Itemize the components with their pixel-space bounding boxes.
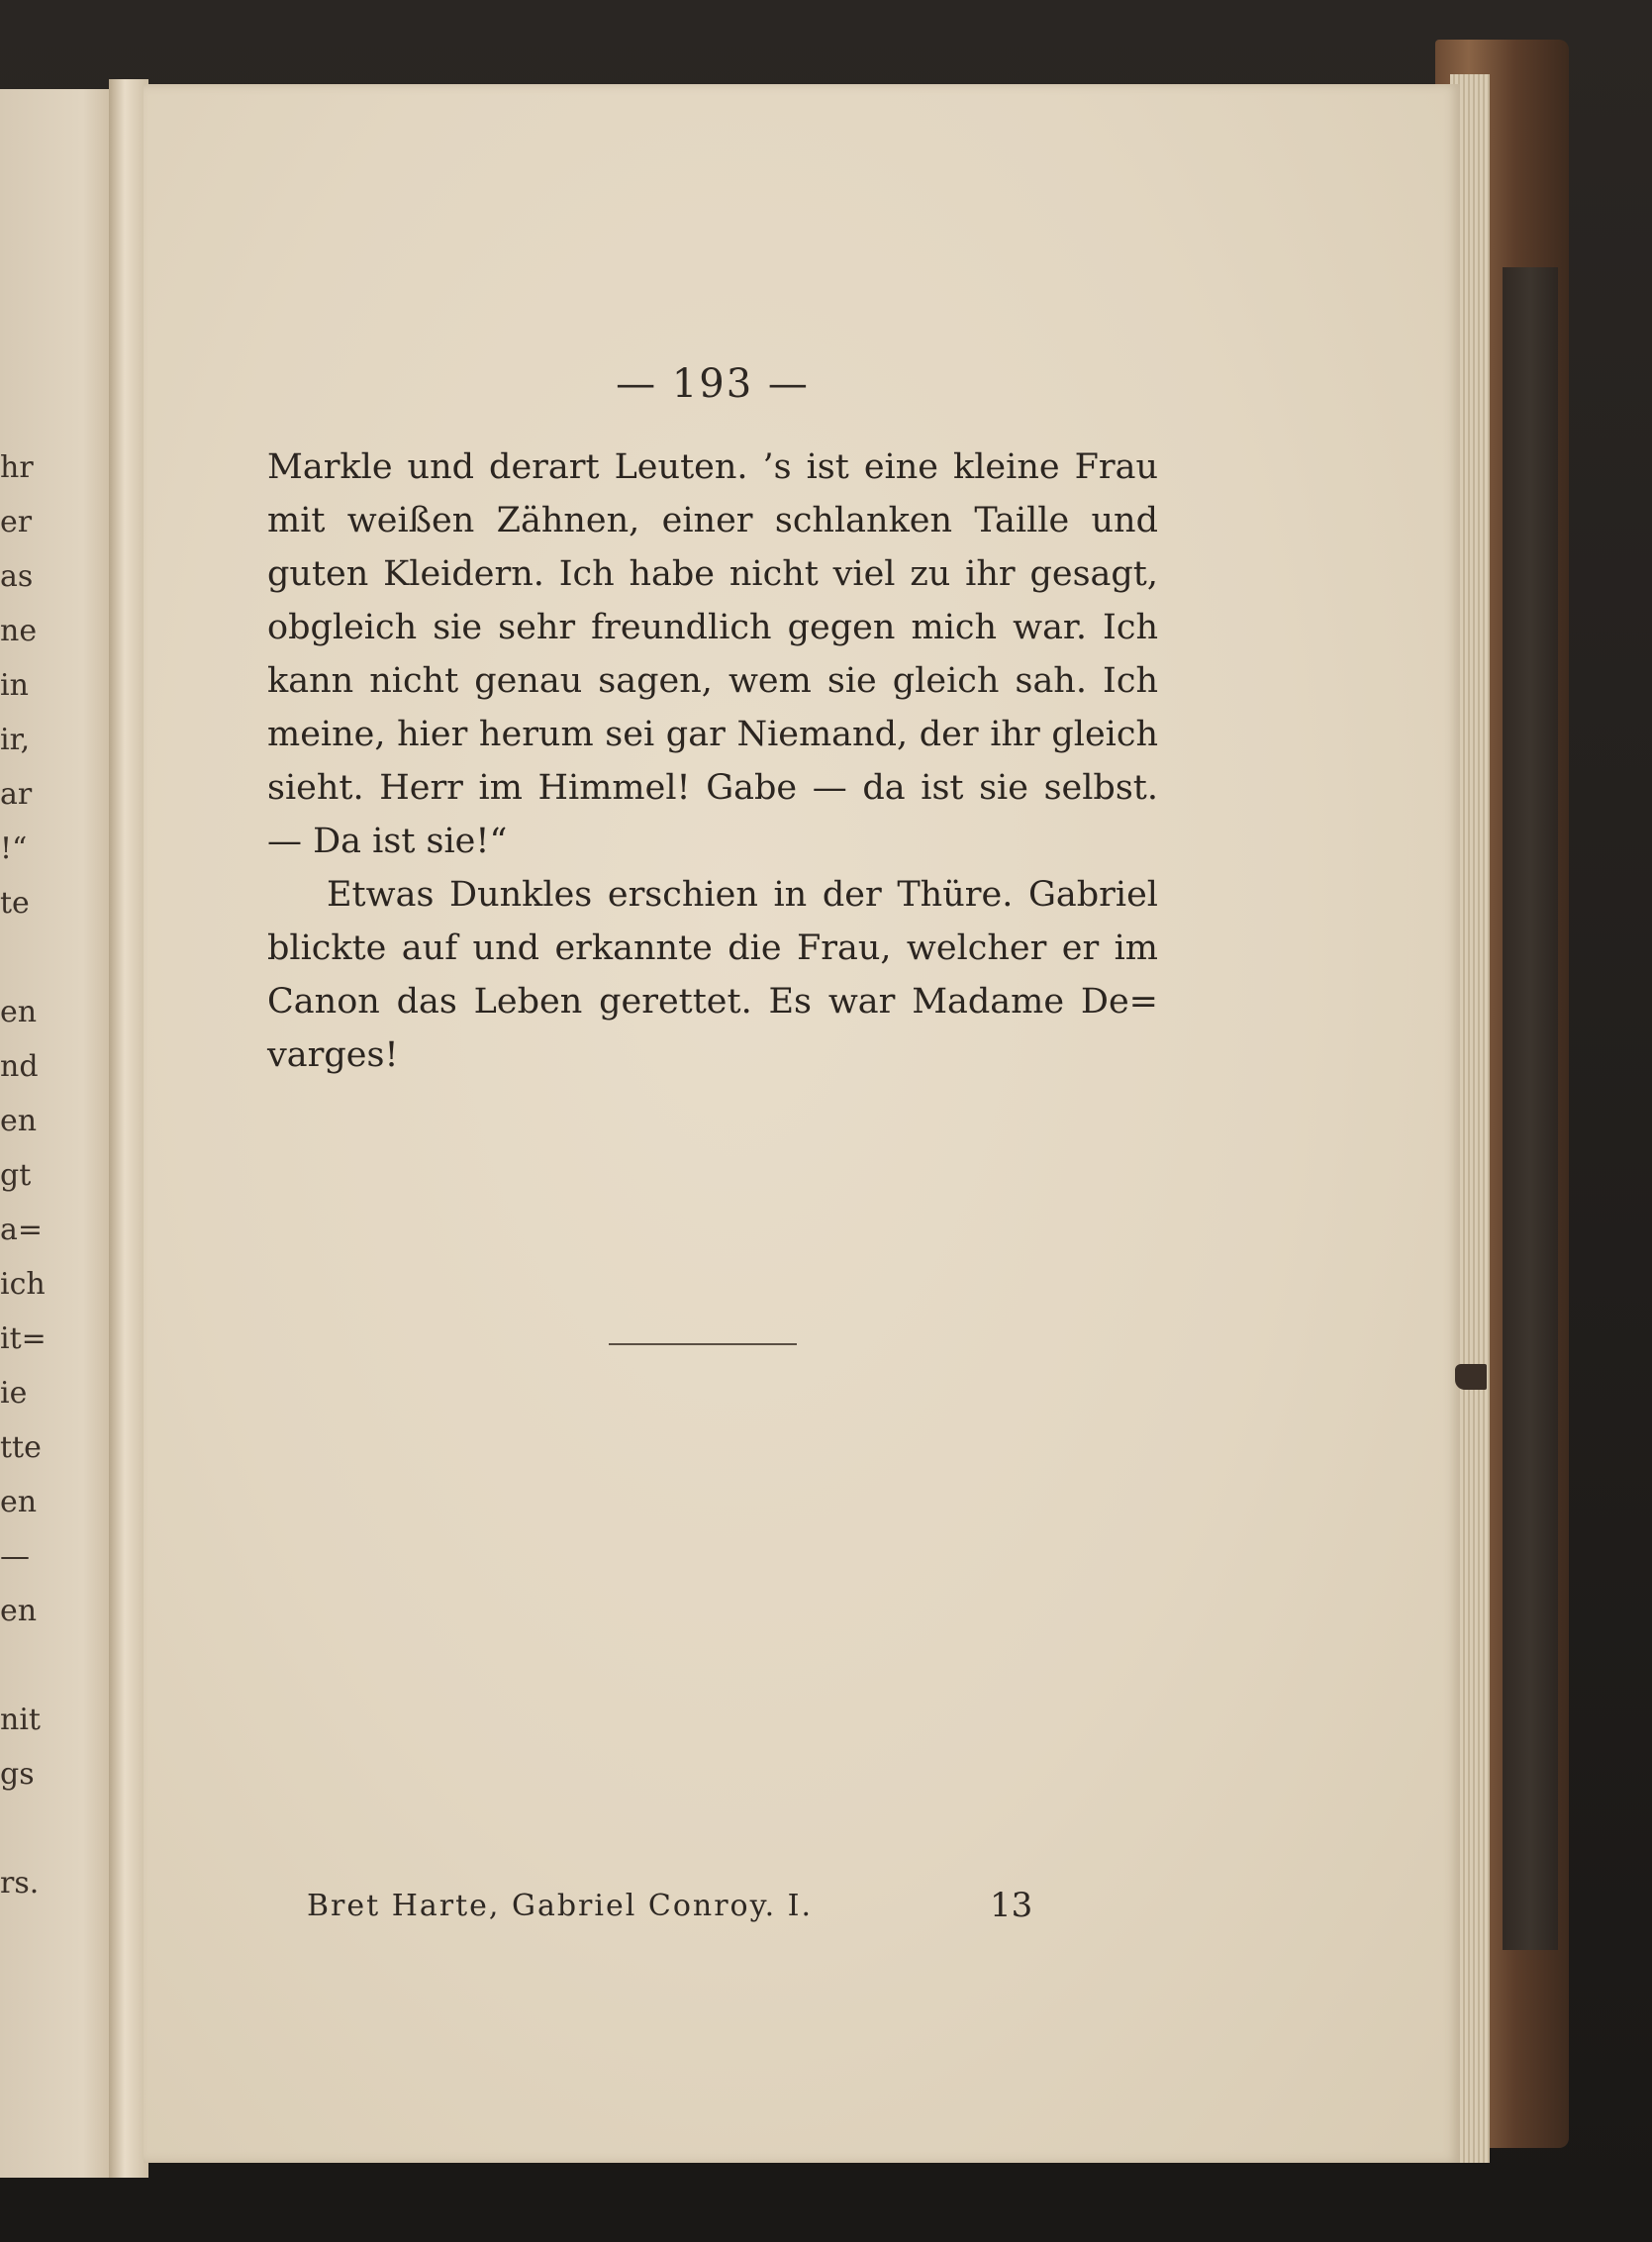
left-fragment: nd	[0, 1049, 39, 1084]
left-fragment: a=	[0, 1213, 44, 1247]
text-line: guten Kleidern. Ich habe nicht viel zu ihr gesagt,	[267, 554, 1158, 594]
text-line: varges!	[267, 1035, 399, 1075]
text-line: mit weißen Zähnen, einer schlanken Taille und	[267, 501, 1158, 540]
left-fragment: nit	[0, 1703, 41, 1737]
left-fragment: gt	[0, 1158, 32, 1193]
left-fragment: er	[0, 505, 33, 539]
text-line: sieht. Herr im Himmel! Gabe — da ist sie selbst.	[267, 768, 1158, 808]
cover-wear	[1503, 267, 1558, 1950]
text-line: blickte auf und erkannte die Frau, welcher er im	[267, 928, 1158, 968]
left-fragment: rs.	[0, 1866, 40, 1901]
page-body-text	[267, 440, 1158, 1082]
left-fragment: it=	[0, 1321, 47, 1356]
left-fragment: hr	[0, 450, 34, 485]
left-fragment: in	[0, 668, 29, 703]
previous-page-edge	[0, 89, 119, 2178]
text-line: — Da ist sie!“	[267, 822, 508, 861]
sheet-number: 13	[990, 1886, 1033, 1925]
text-line: Canon das Leben gerettet. Es war Madame De=	[267, 982, 1158, 1022]
left-fragment: ir,	[0, 723, 31, 757]
text-line: meine, hier herum sei gar Niemand, der ihr gleich	[267, 715, 1158, 754]
left-fragment: ich	[0, 1267, 46, 1302]
left-fragment: en	[0, 995, 38, 1029]
left-fragment: en	[0, 1594, 38, 1628]
left-fragment: as	[0, 559, 34, 594]
page-number: — 193 —	[616, 361, 810, 407]
left-fragment: !“	[0, 831, 28, 866]
left-fragment: en	[0, 1485, 38, 1519]
left-fragment: gs	[0, 1757, 35, 1792]
section-separator	[609, 1343, 797, 1345]
left-fragment: ie	[0, 1376, 28, 1411]
left-fragment: ar	[0, 777, 33, 812]
text-line: kann nicht genau sagen, wem sie gleich sah. Ich	[267, 661, 1158, 701]
left-fragment: en	[0, 1104, 38, 1138]
text-line: Etwas Dunkles erschien in der Thüre. Gabriel	[327, 875, 1158, 915]
left-fragment: —	[0, 1539, 30, 1574]
book-gutter	[109, 79, 148, 2178]
text-line: obgleich sie sehr freundlich gegen mich war. Ich	[267, 608, 1158, 647]
left-fragment: te	[0, 886, 30, 921]
left-fragment: tte	[0, 1430, 42, 1465]
signature-mark: Bret Harte, Gabriel Conroy. I.	[307, 1889, 814, 1923]
text-line: Markle und derart Leuten. ’s ist eine kleine Frau	[267, 447, 1158, 487]
left-fragment: ne	[0, 614, 38, 648]
bookmark-tab	[1455, 1364, 1487, 1390]
